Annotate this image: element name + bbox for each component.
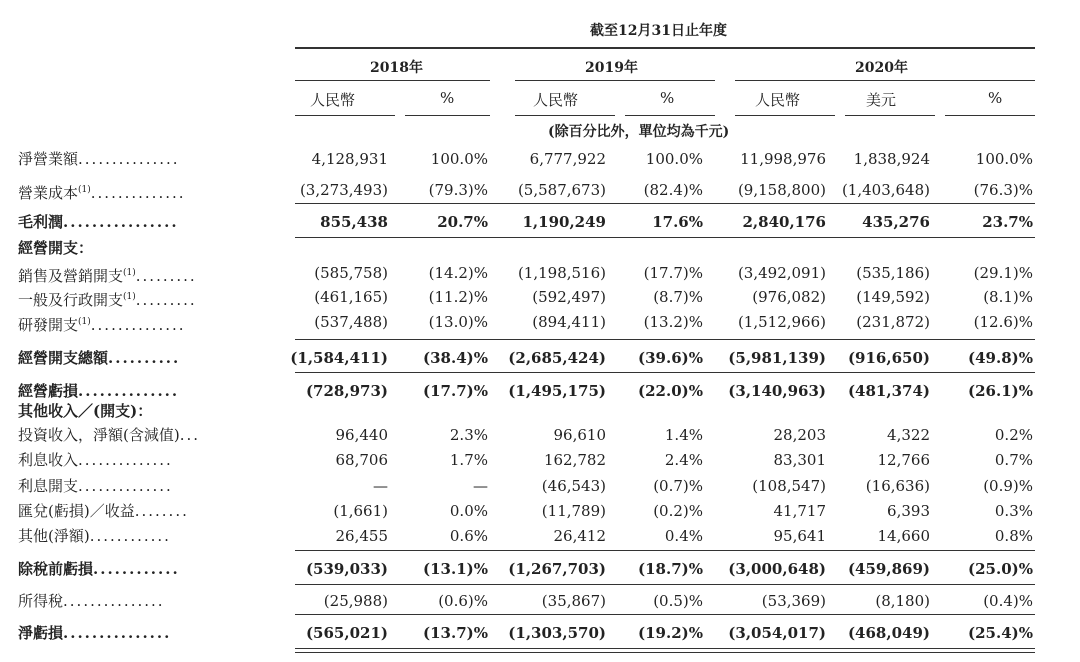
row-value: (0.4)% [983,592,1033,610]
row-value: 28,203 [773,426,826,444]
row-value: — [373,477,388,495]
row-value: 1,190,249 [522,213,606,231]
row-label-text: 經營開支總額 [18,349,109,367]
row-label [18,621,171,645]
rule-pretax [295,550,1035,551]
col-rule-2 [405,115,490,116]
row-value: 0.3% [994,502,1033,520]
table-row [0,448,1080,472]
row-value: (38.4)% [423,349,488,367]
row-value: (0.7)% [653,477,703,495]
row-value: (149,592) [856,288,930,306]
row-value: (461,165) [314,288,388,306]
row-value: 100.0% [645,150,703,168]
footnote-marker: (1) [78,185,91,195]
row-value: 0.0% [449,502,488,520]
row-value: (1,303,570) [508,624,606,642]
rule-pretax-under [295,584,1035,585]
row-label [18,499,189,523]
year-rule-2020 [735,80,1035,81]
col-pct-2018: % [440,89,455,107]
row-label [18,524,171,548]
row-value: 12,766 [877,451,930,469]
row-label-text: 其他(淨額) [18,527,90,545]
row-value: (976,082) [752,288,826,306]
year-2019: 2019年 [585,60,638,76]
row-value: (537,488) [314,313,388,331]
table-row [0,379,1080,403]
row-value: (35,867) [541,592,606,610]
unit-note: (除百分比外，單位均為千元) [548,124,730,140]
row-value: (76.3)% [973,181,1033,199]
row-value: (25,988) [323,592,388,610]
footnote-marker: (1) [123,292,136,302]
row-value: (565,021) [305,624,388,642]
rule-gross-profit-under [295,237,1035,238]
dot-leader: ... [179,426,201,444]
period-header: 截至12月31日止年度 [590,23,727,39]
row-value: (0.5)% [653,592,703,610]
header-rule [295,47,1035,49]
row-value: (13.7)% [423,624,488,642]
col-rule-4 [625,115,715,116]
row-value: 2.3% [449,426,488,444]
row-value: (13.2)% [643,313,703,331]
year-rule-2018 [295,80,490,81]
table-row [0,423,1080,447]
row-value: (19.2)% [638,624,703,642]
row-value: (5,981,139) [728,349,826,367]
row-value: (29.1)% [973,264,1033,282]
row-label-text: 一般及行政開支 [18,291,124,309]
col-rule-7 [945,115,1035,116]
row-value: (14.2)% [428,264,488,282]
dot-leader: .............. [78,382,180,400]
dot-leader: ............... [63,592,165,610]
row-label-text: 匯兌(虧損)／收益 [18,502,135,520]
dot-leader: .............. [78,451,173,469]
row-value: (1,403,648) [841,181,930,199]
row-label-text: 淨虧損 [18,624,64,642]
row-label [18,379,179,403]
row-value: (3,000,648) [728,560,826,578]
row-label [18,310,186,337]
row-value: (79.3)% [428,181,488,199]
row-value: 100.0% [975,150,1033,168]
year-2020: 2020年 [855,60,908,76]
dot-leader: .............. [78,477,173,495]
row-label-text: 所得稅 [18,592,64,610]
section-other: 其他收入／(開支)： [18,402,153,420]
row-value: (11,789) [541,502,606,520]
row-value: (3,273,493) [299,181,388,199]
row-value: 0.7% [994,451,1033,469]
row-value: (16,636) [865,477,930,495]
dot-leader: .............. [90,184,186,202]
row-value: (9,158,800) [737,181,826,199]
row-value: (82.4)% [643,181,703,199]
row-label-text: 毛利潤 [18,213,64,231]
row-value: 1.7% [449,451,488,469]
dot-leader: ................ [63,213,179,231]
row-label [18,423,200,447]
row-label [18,346,180,370]
row-value: 83,301 [773,451,826,469]
table-row [0,499,1080,523]
row-label [18,474,173,498]
row-value: 95,641 [773,527,826,545]
col-rule-5 [735,115,835,116]
row-value: (13.1)% [423,560,488,578]
row-value: (3,492,091) [737,264,826,282]
row-value: (8,180) [875,592,930,610]
row-value: (1,512,966) [737,313,826,331]
row-value: (539,033) [305,560,388,578]
row-value: 96,440 [335,426,388,444]
row-value: 6,777,922 [529,150,606,168]
table-row [0,285,1080,309]
col-pct-2019: % [660,89,675,107]
row-value: 26,455 [335,527,388,545]
rule-opex-total-under [295,372,1035,373]
row-value: 14,660 [877,527,930,545]
row-value: 100.0% [430,150,488,168]
row-value: (5,587,673) [517,181,606,199]
row-label [18,178,186,205]
row-label-text: 淨營業額 [18,150,79,168]
row-value: (894,411) [532,313,606,331]
row-label-text: 銷售及營銷開支 [18,267,124,285]
row-value: (3,054,017) [728,624,826,642]
row-value: 96,610 [553,426,606,444]
row-value: (1,495,175) [508,382,606,400]
row-label [18,147,180,171]
table-row [0,346,1080,370]
row-value: 4,128,931 [311,150,388,168]
row-value: (26.1)% [968,382,1033,400]
table-row [0,621,1080,645]
row-value: 1.4% [664,426,703,444]
col-rmb-2019: 人民幣 [533,91,579,109]
row-value: 435,276 [862,213,930,231]
col-rmb-2020: 人民幣 [755,91,801,109]
row-value: 855,438 [320,213,388,231]
table-row [0,261,1080,285]
row-label-text: 研發開支 [18,316,79,334]
row-value: (13.0)% [428,313,488,331]
dot-leader: ............... [78,150,180,168]
row-label [18,210,179,234]
row-value: (481,374) [847,382,930,400]
rule-opex-total [295,339,1035,340]
row-value: (8.1)% [983,288,1033,306]
row-value: (53,369) [761,592,826,610]
row-value: (1,198,516) [517,264,606,282]
row-value: 11,998,976 [740,150,826,168]
row-label [18,589,165,613]
row-value: 41,717 [773,502,826,520]
row-label-text: 營業成本 [18,184,79,202]
row-label-text: 除稅前虧損 [18,560,94,578]
row-value: (49.8)% [968,349,1033,367]
col-usd-2020: 美元 [866,91,897,109]
row-value: (231,872) [856,313,930,331]
row-label [18,557,180,581]
row-value: — [473,477,488,495]
row-value: (1,267,703) [508,560,606,578]
row-value: (0.2)% [653,502,703,520]
table-row [0,589,1080,613]
table-row [0,524,1080,548]
row-value: (2,685,424) [508,349,606,367]
year-2018: 2018年 [370,60,423,76]
col-rule-3 [515,115,615,116]
dot-leader: .............. [90,316,186,334]
rule-gross-profit [295,203,1035,204]
row-value: (535,186) [856,264,930,282]
row-label [18,261,197,288]
row-value: (916,650) [847,349,930,367]
row-value: 0.8% [994,527,1033,545]
row-value: (39.6)% [638,349,703,367]
row-value: (25.0)% [968,560,1033,578]
row-value: (1,661) [333,502,388,520]
dot-leader: .......... [108,349,181,367]
table-row [0,210,1080,234]
col-pct-2020: % [988,89,1003,107]
row-value: (46,543) [541,477,606,495]
row-value: 0.4% [664,527,703,545]
row-value: (25.4)% [968,624,1033,642]
table-row [0,310,1080,334]
dot-leader: ........ [134,502,189,520]
row-value: 23.7% [982,213,1033,231]
dot-leader: ............ [89,527,171,545]
row-value: (459,869) [847,560,930,578]
row-label-text: 經營虧損 [18,382,79,400]
row-value: 17.6% [652,213,703,231]
row-value: 0.6% [449,527,488,545]
col-rule-6 [845,115,935,116]
row-value: (468,049) [847,624,930,642]
row-value: (12.6)% [973,313,1033,331]
row-value: (18.7)% [638,560,703,578]
row-label-text: 利息開支 [18,477,79,495]
row-label [18,285,197,312]
row-value: (22.0)% [638,382,703,400]
row-value: (108,547) [752,477,826,495]
row-value: 68,706 [335,451,388,469]
row-value: 1,838,924 [853,150,930,168]
row-value: (585,758) [314,264,388,282]
row-value: 162,782 [543,451,606,469]
footnote-marker: (1) [123,268,136,278]
table-row [0,147,1080,171]
col-rule-1 [295,115,395,116]
row-value: 2.4% [664,451,703,469]
dot-leader: ......... [135,267,197,285]
rule-net-loss-2 [295,652,1035,653]
rule-tax-under [295,614,1035,615]
row-value: 26,412 [553,527,606,545]
row-value: 6,393 [887,502,930,520]
footnote-marker: (1) [78,317,91,327]
row-value: (8.7)% [653,288,703,306]
table-row [0,557,1080,581]
row-value: (17.7)% [423,382,488,400]
row-value: (0.6)% [438,592,488,610]
row-value: (3,140,963) [728,382,826,400]
row-value: (0.9)% [983,477,1033,495]
col-rmb-2018: 人民幣 [310,91,356,109]
dot-leader: ......... [135,291,197,309]
row-value: (728,973) [305,382,388,400]
section-opex: 經營開支： [18,239,94,257]
row-value: (592,497) [532,288,606,306]
row-value: (11.2)% [428,288,488,306]
table-row [0,178,1080,202]
row-value: (1,584,411) [290,349,388,367]
row-value: 4,322 [887,426,930,444]
row-value: 20.7% [437,213,488,231]
dot-leader: ............ [93,560,180,578]
row-value: (17.7)% [643,264,703,282]
row-label [18,448,173,472]
row-value: 0.2% [994,426,1033,444]
table-row [0,474,1080,498]
row-label-text: 投資收入，淨額(含減值) [18,426,180,444]
row-label-text: 利息收入 [18,451,79,469]
rule-net-loss-1 [295,648,1035,649]
row-value: 2,840,176 [742,213,826,231]
dot-leader: ............... [63,624,172,642]
year-rule-2019 [515,80,715,81]
